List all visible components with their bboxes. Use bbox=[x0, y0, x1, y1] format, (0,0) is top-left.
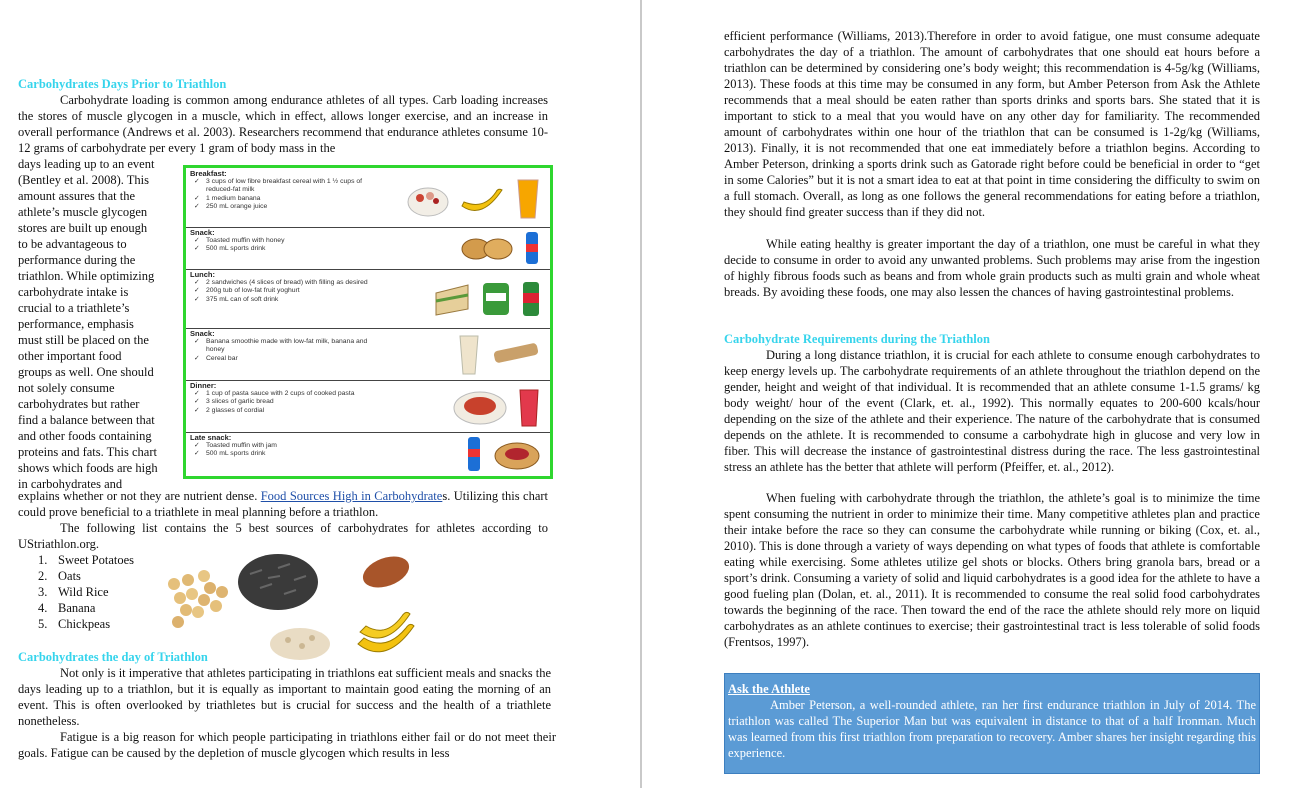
meal-title: Breakfast: bbox=[190, 169, 227, 178]
meal-item: ✓ Cereal bar bbox=[194, 355, 374, 363]
meal-item: ✓ 3 slices of garlic bread bbox=[194, 398, 374, 406]
meal-items bbox=[194, 338, 374, 363]
paragraph-avoid-foods bbox=[724, 236, 1260, 300]
meal-title: Late snack: bbox=[190, 433, 232, 442]
wrapped-line: amount assures that the bbox=[18, 189, 135, 203]
best-sources-text: The following list contains the 5 best sources of carbohydrates for athletes according to UStriathlon.org. bbox=[18, 521, 548, 551]
paragraph-efficient-performance bbox=[724, 28, 1260, 220]
smoothie-image bbox=[456, 332, 482, 376]
wrapped-line: days leading up to an event bbox=[18, 157, 155, 171]
meal-item: ✓ 200g tub of low-fat fruit yoghurt bbox=[194, 287, 374, 295]
lunch-food-images bbox=[432, 273, 542, 324]
fueling-text: When fueling with carbohydrate through the triathlon, the athlete’s goal is to minimize the time spent consuming the nutrient in order to minimize their time. Many competitive athletes plan and practice their intake before the race so they can consume the carbohydrate while running or biking (Cox, et. al., 2010). This is done through a variety of ways depending on what types of foods that athlete is comfortable eating while exercising. Some athletes utilize gel shots or blocks. Others bring granola bars, bread or a sport’s drink. Consuming a variety of solid and liquid carbohydrates is a good idea for the athlete to have a good fueling plan (Dolan, et. al., 2011). It is recommended to consume the real solid food carbohydrates towards the beginning of the race. Then toward the end of the race the athlete should rely more on liquid carbohydrates as an athlete continues to exercise; their gastrointestinal tract is less tolerable of solid foods (Frentsos, 1997). bbox=[724, 491, 1260, 649]
orange-juice-image bbox=[514, 176, 542, 220]
sandwich-image bbox=[432, 279, 472, 319]
list-item: 2. Oats bbox=[38, 569, 81, 583]
meal-item: ✓ Toasted muffin with jam bbox=[194, 442, 374, 450]
wrapped-line: performance, emphasis bbox=[18, 317, 134, 331]
sweet-potato-image bbox=[359, 551, 414, 594]
sports-drink-image bbox=[522, 230, 542, 266]
wrapped-line: find a balance between that bbox=[18, 413, 155, 427]
wrapped-line: shows which foods are high bbox=[18, 461, 158, 475]
cereal-bowl-image bbox=[406, 176, 450, 220]
wrapped-line: (Bentley et al. 2008). This bbox=[18, 173, 149, 187]
chickpeas-image bbox=[168, 570, 228, 628]
carb-sources-list bbox=[38, 552, 134, 632]
meal-item: ✓ Banana smoothie made with low-fat milk, banana and honey bbox=[194, 338, 374, 355]
paragraph-chart-explanation bbox=[18, 488, 548, 520]
wrapped-line: carbohydrate intake is bbox=[18, 285, 129, 299]
meal-item: ✓ 500 mL sports drink bbox=[194, 245, 374, 253]
wrapped-line: other important food bbox=[18, 349, 122, 363]
oats-image bbox=[270, 628, 330, 660]
meal-items bbox=[194, 279, 374, 304]
fatigue-text: Fatigue is a big reason for which people participating in triathlons either fail or do not meet their goals. Fatigue can be caused by the depletion of muscle glycogen which results in less bbox=[18, 730, 556, 760]
paragraph-fatigue bbox=[18, 729, 556, 761]
pasta-plate-image bbox=[452, 384, 508, 428]
cereal-bar-image bbox=[490, 339, 542, 369]
meal-row-snack-1 bbox=[186, 227, 550, 270]
meal-item: ✓ 2 sandwiches (4 slices of bread) with filling as desired bbox=[194, 279, 374, 287]
meal-item: ✓ 500 mL sports drink bbox=[194, 450, 374, 458]
meal-title: Dinner: bbox=[190, 381, 217, 390]
meal-items bbox=[194, 178, 374, 212]
right-page bbox=[642, 0, 1303, 788]
meal-item: ✓ 2 glasses of cordial bbox=[194, 407, 374, 415]
heading-days-prior: Carbohydrates Days Prior to Triathlon bbox=[18, 77, 227, 91]
sports-drink-image bbox=[464, 435, 484, 473]
ask-the-athlete-box bbox=[724, 673, 1260, 774]
meal-title: Lunch: bbox=[190, 270, 215, 279]
wrapped-line: triathlon. While optimizing bbox=[18, 269, 155, 283]
meal-plan-chart bbox=[183, 165, 553, 479]
meal-item: ✓ 250 mL orange juice bbox=[194, 203, 374, 211]
meal-items bbox=[194, 390, 374, 415]
dinner-food-images bbox=[452, 384, 542, 428]
wrapped-line: proteins and fats. This chart bbox=[18, 445, 157, 459]
eating-day-of-text: Not only is it imperative that athletes participating in triathlons eat sufficient meals and snacks the days leading up to a triathlon, but it is equally as important to maintain good eating the morning of an event. This is often overlooked by triathletes but is crucial for success and the health of a triathlete nonetheless. bbox=[18, 666, 551, 728]
snack-2-food-images bbox=[456, 332, 542, 376]
meal-items bbox=[194, 442, 374, 459]
snack-food-images bbox=[460, 231, 542, 265]
requirements-text: During a long distance triathlon, it is crucial for each athlete to consume enough carbohydrates to keep energy levels up. The carbohydrate requirements of an athlete throughout the triathlon depend on the gender, height and weight of that individual. It is recommended that an athlete consume 1-1.5 grams/ kg body weight/ hour of the event (Clark, et. al., 1992). This normally equates to 200-600 kcals/hour depending on the size of the athlete and their experience. The nature of the carbohydrate that is consumed depends on the athlete. It is recommended to consume a carbohydrate high in glucose and very low in fiber. This will decrease the instance of gastrointestinal distress during the race. The less gastrointestinal stress an athlete has the better that athlete will perform (Pfeiffer, et. al., 2012). bbox=[724, 348, 1260, 474]
wrapped-line: athlete’s muscle glycogen bbox=[18, 205, 148, 219]
meal-item: ✓ Toasted muffin with honey bbox=[194, 237, 374, 245]
late-snack-food-images bbox=[464, 436, 542, 472]
wrapped-line: crucial to a triathlete’s bbox=[18, 301, 130, 315]
soft-drink-can-image bbox=[520, 279, 542, 319]
list-item: 4. Banana bbox=[38, 601, 96, 615]
heading-day-of: Carbohydrates the day of Triathlon bbox=[18, 650, 208, 664]
wrapped-line: groups as well. One should bbox=[18, 365, 154, 379]
meal-row-dinner bbox=[186, 380, 550, 433]
meal-row-snack-2 bbox=[186, 328, 550, 381]
meal-title: Snack: bbox=[190, 329, 215, 338]
meal-row-breakfast bbox=[186, 168, 550, 228]
paragraph-carb-loading bbox=[18, 92, 548, 156]
efficient-performance-text: efficient performance (Williams, 2013).Therefore in order to avoid fatigue, one must consume adequate carbohydrates the day of a triathlon. The amount of carbohydrates that one should eat hours before a triathlon can be determined by considering one’s body weight; this recommendation is 4-5g/kg (Williams, 2013). These foods at this time may be consumed in any form, but Amber Peterson from Ask the Athlete recommends that a meal should be eaten rather than sports drinks and sports bars. She stated that it is important to stick to a meal that you would have on any other day for familiarity. The recommended amount of carbohydrates within one hour of the triathlon that can be consumed is 1-2g/kg (Williams, 2013). Finally, it is not recommended that one eat immediately before a triathlon begins. According to Amber Peterson, drinking a sports drink such as Gatorade right before could be beneficial in order to “get in some Calories” but it is not a smart idea to eat at that point in time considering the difficulty to swim on a full stomach. Overall, as long as one follows the general recommendations for eating before a triathlon, they should find greater success than if they did not. bbox=[724, 29, 1260, 219]
ask-the-athlete-body: Amber Peterson, a well-rounded athlete, ran her first endurance triathlon in July of 2014. The triathlon was called The Superior Man but was equivalent in distance to that of a half Ironman. Much was learned from this first triathlon from preparation to recovery. Amber shares her insight regarding this experience. bbox=[728, 698, 1256, 760]
toasted-muffin-image bbox=[460, 231, 514, 265]
carb-loading-text: Carbohydrate loading is common among endurance athletes of all types. Carb loading increases the stores of muscle glycogen in a muscle, which in effect, allows longer exercise, and an increase in overall performance (Andrews et al. 2003). Researchers recommend that endurance athletes consume 10-12 grams of carbohydrate per every 1 gram of body mass in the bbox=[18, 93, 548, 155]
meal-item: ✓ 1 medium banana bbox=[194, 195, 374, 203]
chart-explanation-tail: s. Utilizing this chart could prove beneficial to a triathlete in meal planning before a triathlon. bbox=[18, 489, 549, 519]
wrapped-line: in carbohydrates and bbox=[18, 477, 123, 491]
meal-item: ✓ 3 cups of low fibre breakfast cereal with 1 ½ cups of reduced-fat milk bbox=[194, 178, 374, 195]
list-item: 3. Wild Rice bbox=[38, 585, 109, 599]
meal-title: Snack: bbox=[190, 228, 215, 237]
wild-rice-image bbox=[238, 554, 318, 610]
heading-during-triathlon: Carbohydrate Requirements during the Triathlon bbox=[724, 332, 990, 346]
meal-row-lunch bbox=[186, 269, 550, 329]
wrapped-line: not solely consume bbox=[18, 381, 115, 395]
wrapped-line: to be advantageous to bbox=[18, 237, 127, 251]
meal-row-late-snack bbox=[186, 432, 550, 476]
wrapped-line: performance during the bbox=[18, 253, 136, 267]
banana-image bbox=[358, 612, 414, 651]
avoid-foods-text: While eating healthy is greater important the day of a triathlon, one must be careful in what they decide to consume in order to avoid any unwanted problems. Such problems may arise from the ingestion of highly fibrous foods such as beans and from whole grain products such as multi grain and whole wheat breads. By avoiding these foods, one may also lessen the chances of having gastrointestinal problems. bbox=[724, 237, 1260, 299]
list-item: 1. Sweet Potatoes bbox=[38, 553, 135, 567]
meal-item: ✓ 1 cup of pasta sauce with 2 cups of cooked pasta bbox=[194, 390, 374, 398]
carb-foods-image bbox=[160, 548, 420, 662]
paragraph-wrapped-beside-chart bbox=[18, 156, 180, 492]
chart-explanation-text: explains whether or not they are nutrient dense. bbox=[18, 489, 261, 503]
paragraph-requirements bbox=[724, 347, 1260, 475]
paragraph-eating-day-of bbox=[18, 665, 551, 729]
cordial-glass-image bbox=[516, 384, 542, 428]
paragraph-fueling bbox=[724, 490, 1260, 650]
muffin-with-jam-image bbox=[492, 436, 542, 472]
list-item: 5. Chickpeas bbox=[38, 617, 111, 631]
wrapped-line: stores are built up enough bbox=[18, 221, 148, 235]
meal-items bbox=[194, 237, 374, 254]
banana-image bbox=[458, 176, 506, 220]
breakfast-food-images bbox=[406, 172, 542, 223]
wrapped-line: must still be placed on the bbox=[18, 333, 149, 347]
wrapped-line: carbohydrates but rather bbox=[18, 397, 140, 411]
yoghurt-tub-image bbox=[480, 279, 512, 319]
left-page bbox=[0, 0, 640, 788]
meal-item: ✓ 375 mL can of soft drink bbox=[194, 296, 374, 304]
food-sources-link[interactable]: Food Sources High in Carbohydrate bbox=[260, 489, 443, 503]
wrapped-line: and other foods containing bbox=[18, 429, 152, 443]
ask-the-athlete-title: Ask the Athlete bbox=[728, 682, 810, 696]
